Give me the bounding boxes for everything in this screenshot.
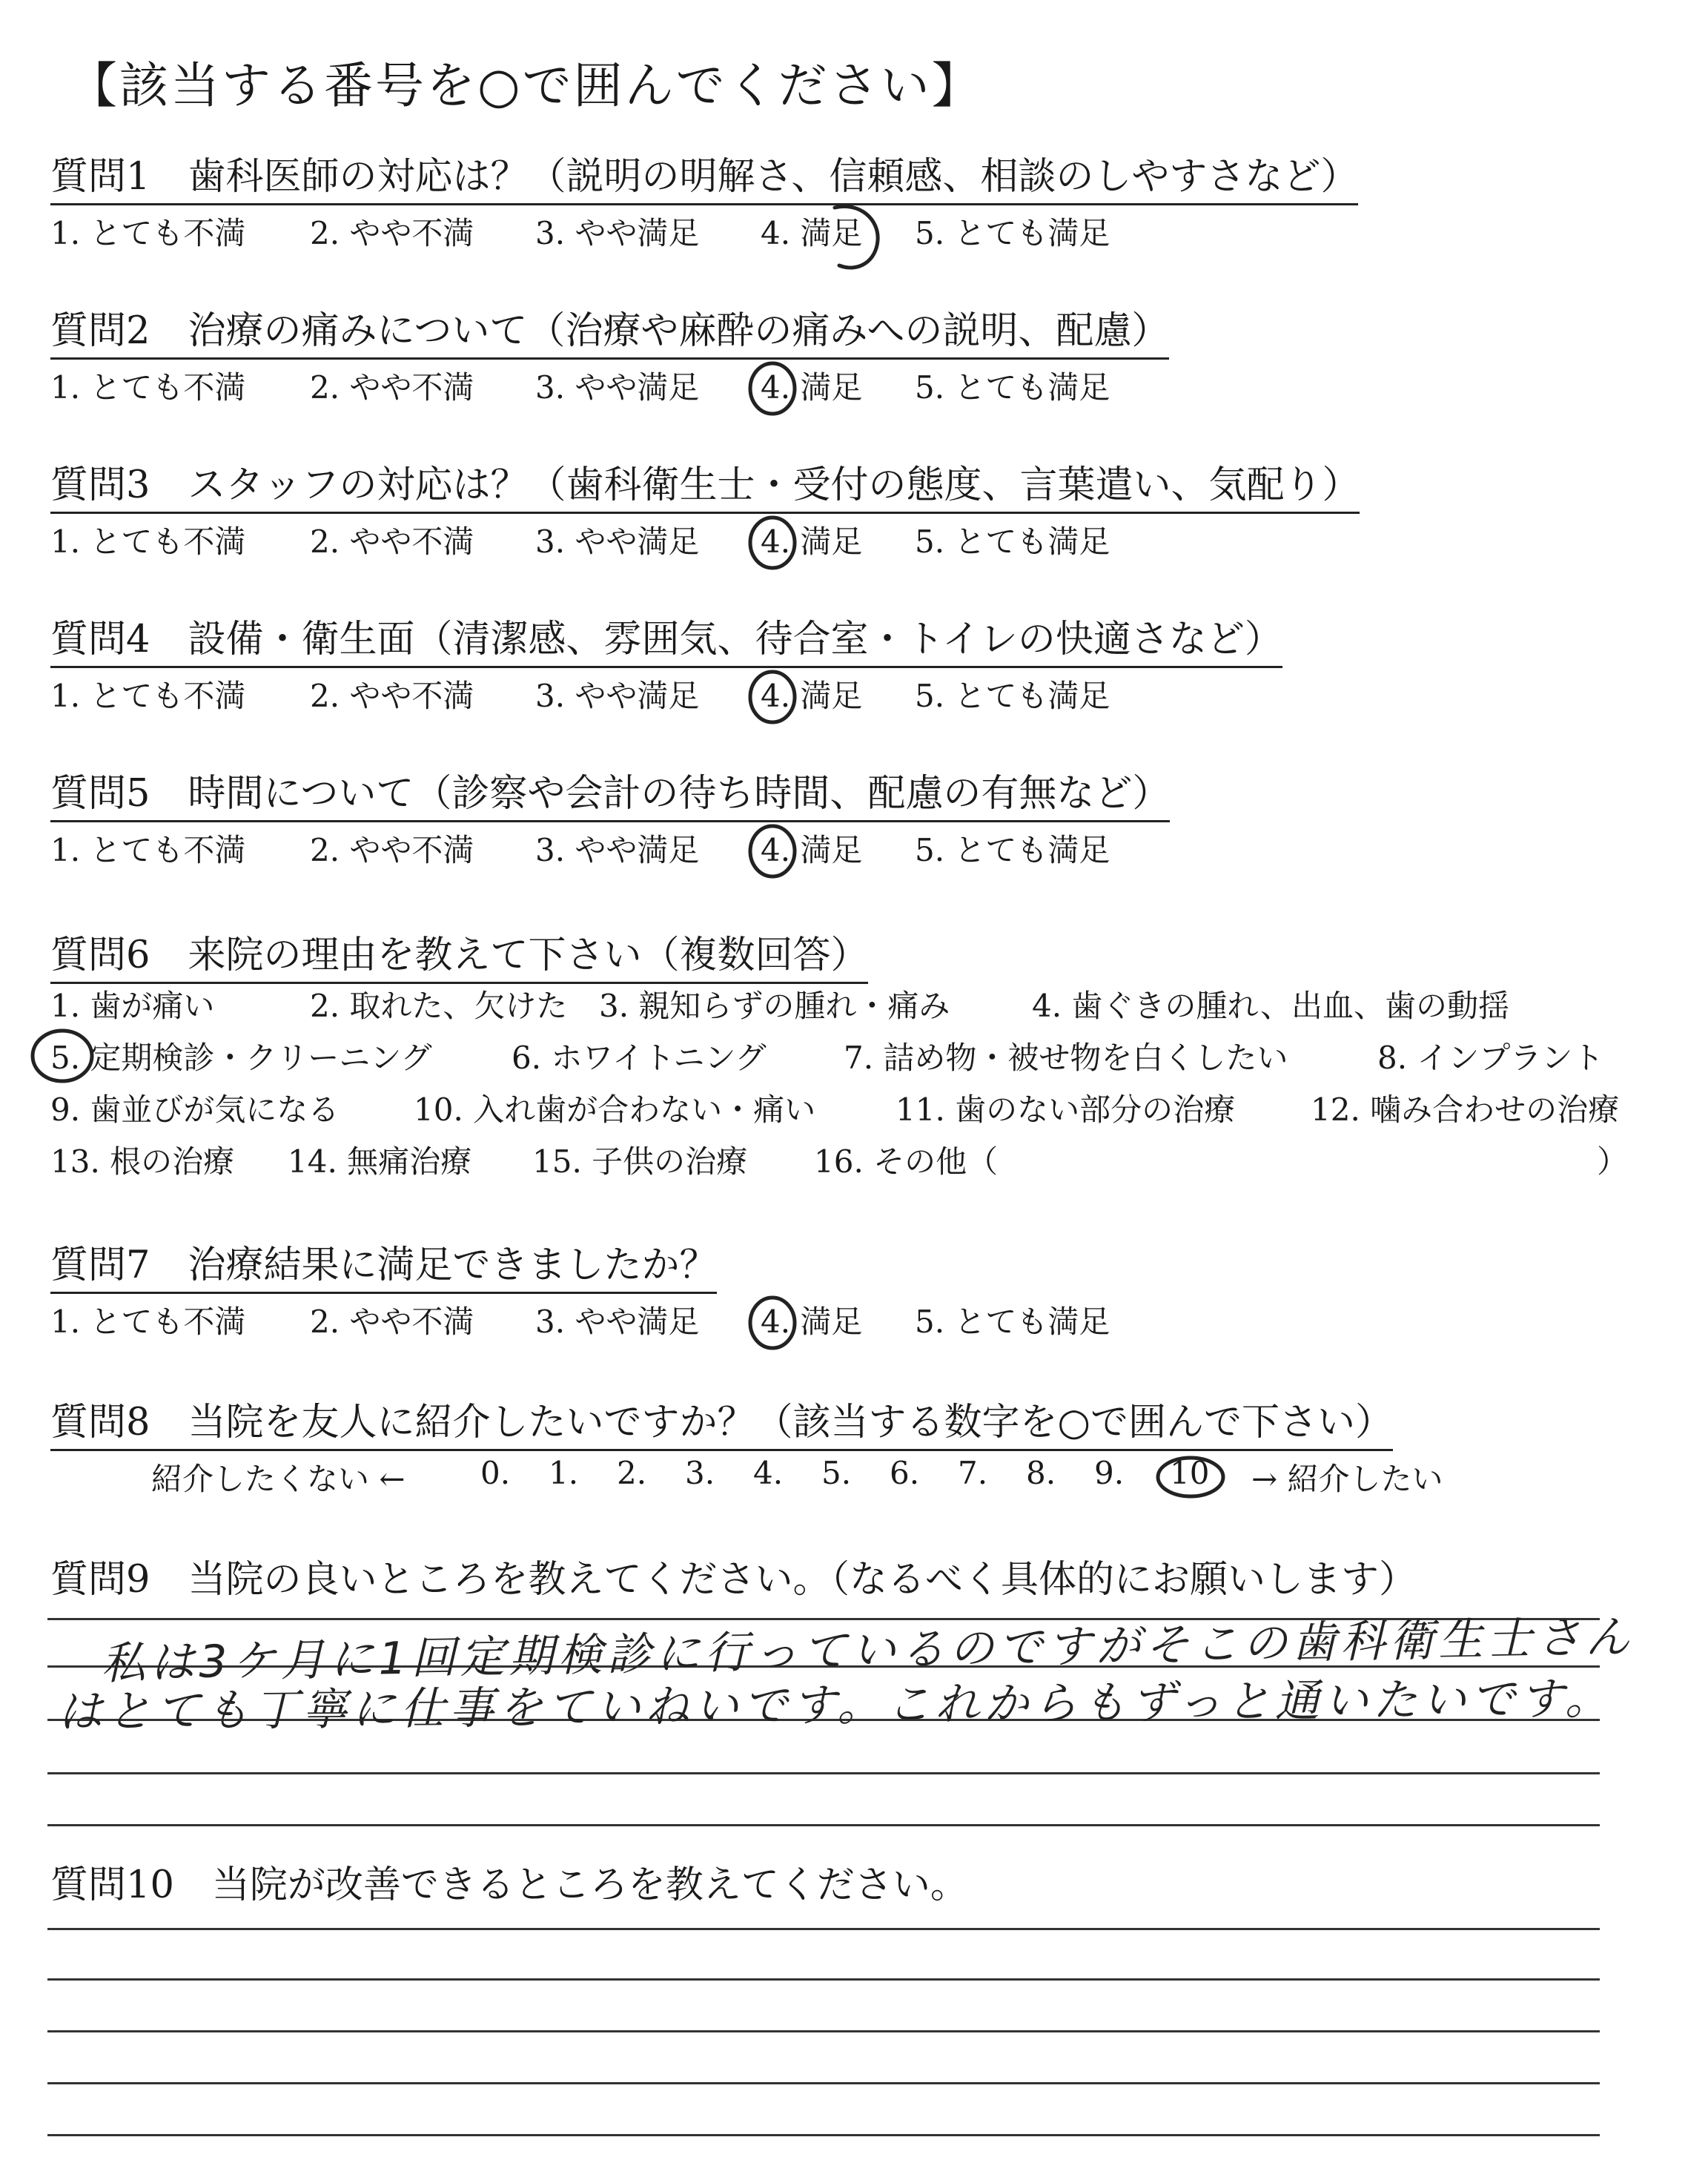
- q6-option-8[interactable]: 8. インプラント: [1377, 1040, 1604, 1076]
- q6-other-close-paren: ）: [1597, 1143, 1629, 1180]
- q10-answer-line-3: [47, 2030, 1600, 2032]
- q9-handwritten-answer-line-1[interactable]: 私は3ケ月に1回定期検診に行っているのですがそこの歯科衛生士さん: [100, 1611, 1635, 1691]
- q4-selection-circle: [744, 664, 804, 731]
- q10-answer-line-1: [47, 1928, 1600, 1930]
- question-5-options: [50, 826, 1162, 871]
- q6-option-10[interactable]: 10. 入れ歯が合わない・痛い: [414, 1091, 816, 1128]
- q3-option-2[interactable]: 2. やや不満: [310, 524, 474, 560]
- q5-option-3[interactable]: 3. やや満足: [535, 832, 700, 868]
- question-6-title: 質問6 来院の理由を教えて下さい（複数回答）: [50, 924, 868, 984]
- question-9-title: 質問9 当院の良いところを教えてください。（なるべく具体的にお願いします）: [50, 1558, 1417, 1602]
- q5-option-4[interactable]: 4. 満足: [761, 832, 863, 868]
- question-1-title: 質問1 歯科医師の対応は？（説明の明解さ、信頼感、相談のしやすさなど）: [50, 145, 1358, 205]
- question-6-row-4: [50, 1137, 1629, 1182]
- question-6-row-2: [50, 1034, 1607, 1078]
- q8-scale-6[interactable]: 6.: [890, 1455, 920, 1491]
- q1-option-4[interactable]: 4. 満足: [761, 215, 863, 251]
- q2-option-4[interactable]: 4. 満足: [761, 369, 863, 406]
- q8-scale-9[interactable]: 9.: [1094, 1455, 1125, 1491]
- q6-option-4[interactable]: 4. 歯ぐきの腫れ、出血、歯の動揺: [1032, 988, 1509, 1024]
- question-4-title: 質問4 設備・衛生面（清潔感、雰囲気、待合室・トイレの快適さなど）: [50, 608, 1282, 668]
- q8-scale-3[interactable]: 3.: [685, 1455, 715, 1491]
- q7-option-3[interactable]: 3. やや満足: [535, 1304, 700, 1340]
- q6-option-3[interactable]: 3. 親知らずの腫れ・痛み: [599, 988, 950, 1024]
- question-3-title: 質問3 スタッフの対応は？（歯科衛生士・受付の態度、言葉遣い、気配り）: [50, 454, 1360, 514]
- q5-selection-circle: [744, 819, 804, 885]
- q6-option-15[interactable]: 15. 子供の治療: [532, 1143, 748, 1180]
- q6-option-5[interactable]: 5. 定期検診・クリーニング: [50, 1040, 432, 1076]
- q9-answer-line-5: [47, 1824, 1600, 1826]
- q10-answer-line-4: [47, 2082, 1600, 2084]
- q3-option-4[interactable]: 4. 満足: [761, 524, 863, 560]
- q5-option-1[interactable]: 1. とても不満: [50, 832, 246, 868]
- q6-option-6[interactable]: 6. ホワイトニング: [512, 1040, 767, 1076]
- question-6-row-1: [50, 982, 1607, 1026]
- q4-option-3[interactable]: 3. やや満足: [535, 678, 700, 714]
- q6-selection-circle: [30, 1026, 96, 1086]
- q8-scale-0[interactable]: 0.: [480, 1455, 511, 1491]
- q6-option-2[interactable]: 2. 取れた、欠けた: [310, 988, 568, 1024]
- q7-option-4[interactable]: 4. 満足: [761, 1304, 863, 1340]
- question-2-title: 質問2 治療の痛みについて（治療や麻酔の痛みへの説明、配慮）: [50, 300, 1169, 360]
- question-5-title: 質問5 時間について（診察や会計の待ち時間、配慮の有無など）: [50, 762, 1170, 822]
- page-title: 【該当する番号を○で囲んでください】: [68, 57, 983, 114]
- q5-option-2[interactable]: 2. やや不満: [310, 832, 474, 868]
- q6-option-7[interactable]: 7. 詰め物・被せ物を白くしたい: [844, 1040, 1288, 1076]
- q7-option-1[interactable]: 1. とても不満: [50, 1304, 246, 1340]
- q3-option-3[interactable]: 3. やや満足: [535, 524, 700, 560]
- q4-option-1[interactable]: 1. とても不満: [50, 678, 246, 714]
- q1-option-5[interactable]: 5. とても満足: [915, 215, 1110, 251]
- q2-option-3[interactable]: 3. やや満足: [535, 369, 700, 406]
- question-7-options: [50, 1298, 1162, 1342]
- q2-option-1[interactable]: 1. とても不満: [50, 369, 246, 406]
- q8-selection-circle: [1153, 1452, 1228, 1504]
- q2-option-2[interactable]: 2. やや不満: [310, 369, 474, 406]
- q10-answer-line-2: [47, 1978, 1600, 1981]
- q8-scale-5[interactable]: 5.: [821, 1455, 852, 1491]
- q6-option-12[interactable]: 12. 噛み合わせの治療: [1311, 1091, 1620, 1128]
- q9-answer-line-4: [47, 1772, 1600, 1774]
- question-7-title: 質問7 治療結果に満足できましたか？: [50, 1234, 717, 1294]
- question-4-options: [50, 672, 1162, 716]
- q7-option-2[interactable]: 2. やや不満: [310, 1304, 474, 1340]
- question-3-options: [50, 518, 1162, 562]
- question-1-options: [50, 209, 1162, 254]
- q8-scale-7[interactable]: 7.: [958, 1455, 988, 1491]
- q3-option-1[interactable]: 1. とても不満: [50, 524, 246, 560]
- question-2-options: [50, 363, 1162, 408]
- q8-left-label: 紹介したくない ←: [151, 1461, 406, 1497]
- q2-selection-circle: [744, 356, 804, 423]
- q8-scale-2[interactable]: 2.: [617, 1455, 647, 1491]
- question-8-title: 質問8 当院を友人に紹介したいですか？（該当する数字を○で囲んで下さい）: [50, 1391, 1393, 1451]
- q4-option-4[interactable]: 4. 満足: [761, 678, 863, 714]
- q4-option-2[interactable]: 2. やや不満: [310, 678, 474, 714]
- q1-option-3[interactable]: 3. やや満足: [535, 215, 700, 251]
- q6-option-13[interactable]: 13. 根の治療: [50, 1143, 235, 1180]
- q1-option-2[interactable]: 2. やや不満: [310, 215, 474, 251]
- q6-option-14[interactable]: 14. 無痛治療: [288, 1143, 472, 1180]
- q7-option-5[interactable]: 5. とても満足: [915, 1304, 1110, 1340]
- q6-option-1[interactable]: 1. 歯が痛い: [50, 988, 215, 1024]
- q6-option-9[interactable]: 9. 歯並びが気になる: [50, 1091, 340, 1128]
- q6-option-11[interactable]: 11. 歯のない部分の治療: [896, 1091, 1236, 1128]
- q8-right-label: → 紹介したい: [1251, 1461, 1443, 1497]
- q3-selection-circle: [744, 510, 804, 577]
- question-10-title: 質問10 当院が改善できるところを教えてください。: [50, 1863, 968, 1907]
- q10-answer-line-5: [47, 2134, 1600, 2136]
- q5-option-5[interactable]: 5. とても満足: [915, 832, 1110, 868]
- q4-option-5[interactable]: 5. とても満足: [915, 678, 1110, 714]
- q7-selection-circle: [744, 1290, 804, 1357]
- q6-option-16[interactable]: 16. その他（: [814, 1143, 999, 1180]
- q8-scale-4[interactable]: 4.: [753, 1455, 784, 1491]
- q3-option-5[interactable]: 5. とても満足: [915, 524, 1110, 560]
- q2-option-5[interactable]: 5. とても満足: [915, 369, 1110, 406]
- q8-scale-8[interactable]: 8.: [1026, 1455, 1056, 1491]
- q9-handwritten-answer-line-2[interactable]: はとても丁寧に仕事をていねいです。これからもずっと通いたいです。: [57, 1672, 1615, 1739]
- q8-scale-10[interactable]: 10: [1170, 1455, 1210, 1491]
- question-6-row-3: [50, 1086, 1666, 1130]
- q1-selection-circle: [807, 194, 888, 276]
- q1-option-1[interactable]: 1. とても不満: [50, 215, 246, 251]
- question-8-scale: [151, 1455, 1515, 1499]
- q8-scale-1[interactable]: 1.: [549, 1455, 579, 1491]
